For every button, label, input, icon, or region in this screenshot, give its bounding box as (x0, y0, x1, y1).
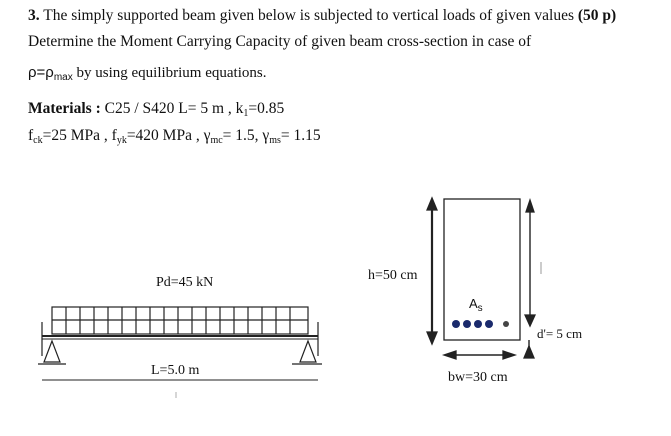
gamma-ms-sub: ms (269, 135, 281, 146)
span-label: L=5.0 m (151, 363, 200, 378)
rebar-bar (463, 320, 471, 328)
question-points: (50 p) (577, 7, 617, 24)
steel-area-sub: s (477, 303, 483, 314)
width-label: bw=30 cm (448, 370, 508, 385)
width-arrow-right (503, 351, 515, 359)
rebar-bar (474, 320, 482, 328)
gamma-mc-value: = 1.5, γ (222, 127, 270, 144)
condition-tail: by using equilibrium equations. (72, 65, 267, 81)
rho-equals: ρ=ρ (28, 64, 54, 81)
instruction-line: Determine the Moment Carrying Capacity of given beam cross-section in case of (28, 33, 532, 50)
cover-label: d'= 5 cm (537, 326, 583, 341)
fck-value: =25 MPa , f (42, 127, 117, 144)
fck-sub: ck (33, 135, 43, 146)
gamma-ms-value: = 1.15 (280, 127, 321, 144)
height-arrow-top (427, 198, 437, 210)
load-label: Pd=45 kN (156, 275, 214, 290)
width-arrow-left (444, 351, 456, 359)
f-symbol: f (28, 127, 34, 144)
rebar-bar (503, 321, 509, 327)
section-diagram (427, 198, 541, 359)
rebar-bar (452, 320, 460, 328)
rebar-bar (485, 320, 493, 328)
question-number: 3. (28, 7, 40, 24)
materials-values: C25 / S420 L= 5 m , k (100, 100, 244, 117)
beam-diagram (38, 307, 322, 398)
right-support (292, 322, 322, 364)
section-outline (444, 199, 520, 340)
depth-arrow-bottom (525, 315, 535, 326)
k-sub: 1 (243, 108, 249, 119)
height-arrow-bottom (427, 332, 437, 344)
k-value: =0.85 (248, 100, 285, 117)
fyk-value: =420 MPa , γ (126, 127, 211, 144)
materials-label: Materials : (28, 100, 101, 117)
rho-max-sub: max (53, 72, 73, 83)
rebar-group (452, 320, 509, 328)
steel-area-symbol: A (469, 296, 478, 311)
question-text: The simply supported beam given below is subjected to vertical loads of given values (43, 7, 574, 24)
gamma-mc-sub: mc (210, 135, 223, 146)
steel-area-label (469, 296, 483, 314)
depth-arrow-top (526, 200, 534, 212)
fyk-sub: yk (116, 135, 127, 146)
height-label: h=50 cm (368, 268, 418, 283)
